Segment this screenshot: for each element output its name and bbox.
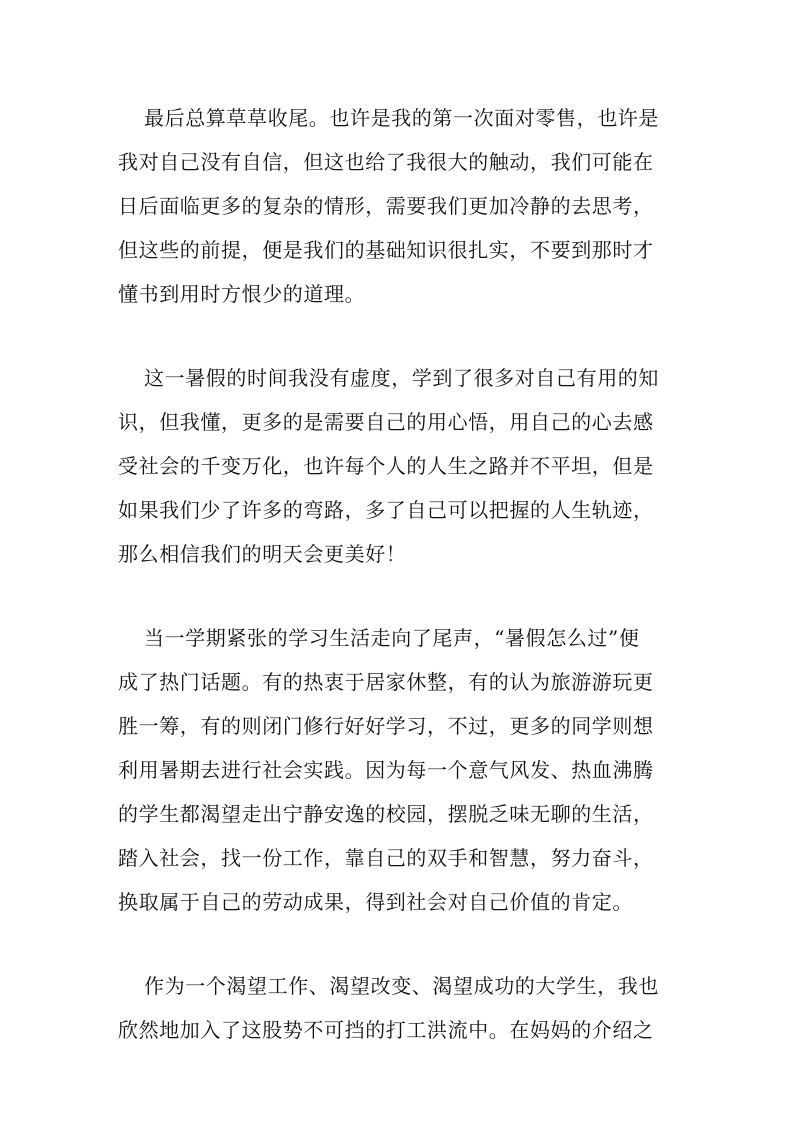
text-line: 那么相信我们的明天会更美好！	[118, 542, 407, 566]
paragraph-3	[118, 616, 688, 924]
text-line: 懂书到用时方恨少的道理。	[118, 282, 366, 306]
text-line: 这一暑假的时间我没有虚度，学到了很多对自己有用的知	[144, 366, 659, 390]
text-line: 换取属于自己的劳动成果，得到社会对自己价值的肯定。	[118, 890, 633, 914]
body-text	[118, 96, 688, 1092]
text-line: 受社会的千变万化，也许每个人的人生之路并不平坦，但是	[118, 454, 654, 478]
text-line: 识，但我懂，更多的是需要自己的用心悟，用自己的心去感	[118, 410, 654, 434]
text-line: 最后总算草草收尾。也许是我的第一次面对零售，也许是	[144, 106, 659, 130]
text-line: 我对自己没有自信，但这也给了我很大的触动，我们可能在	[118, 150, 654, 174]
text-line: 但这些的前提，便是我们的基础知识很扎实，不要到那时才	[118, 238, 654, 262]
text-line: 欣然地加入了这股势不可挡的打工洪流中。在妈妈的介绍之	[118, 1018, 654, 1042]
text-line: 胜一筹，有的则闭门修行好好学习，不过，更多的同学则想	[118, 714, 654, 738]
text-line: 当一学期紧张的学习生活走向了尾声，“暑假怎么过”便	[144, 626, 640, 650]
text-line: 的学生都渴望走出宁静安逸的校园，摆脱乏味无聊的生活，	[118, 802, 654, 826]
text-line: 如果我们少了许多的弯路，多了自己可以把握的人生轨迹，	[118, 498, 654, 522]
text-line: 踏入社会，找一份工作，靠自己的双手和智慧，努力奋斗，	[118, 846, 654, 870]
paragraph-4	[118, 964, 688, 1052]
text-line: 日后面临更多的复杂的情形，需要我们更加冷静的去思考，	[118, 194, 654, 218]
text-line: 利用暑期去进行社会实践。因为每一个意气风发、热血沸腾	[118, 758, 654, 782]
paragraph-1	[118, 96, 688, 316]
text-line: 作为一个渴望工作、渴望改变、渴望成功的大学生，我也	[144, 974, 659, 998]
text-line: 成了热门话题。有的热衷于居家休整，有的认为旅游游玩更	[118, 670, 654, 694]
paragraph-2	[118, 356, 688, 576]
